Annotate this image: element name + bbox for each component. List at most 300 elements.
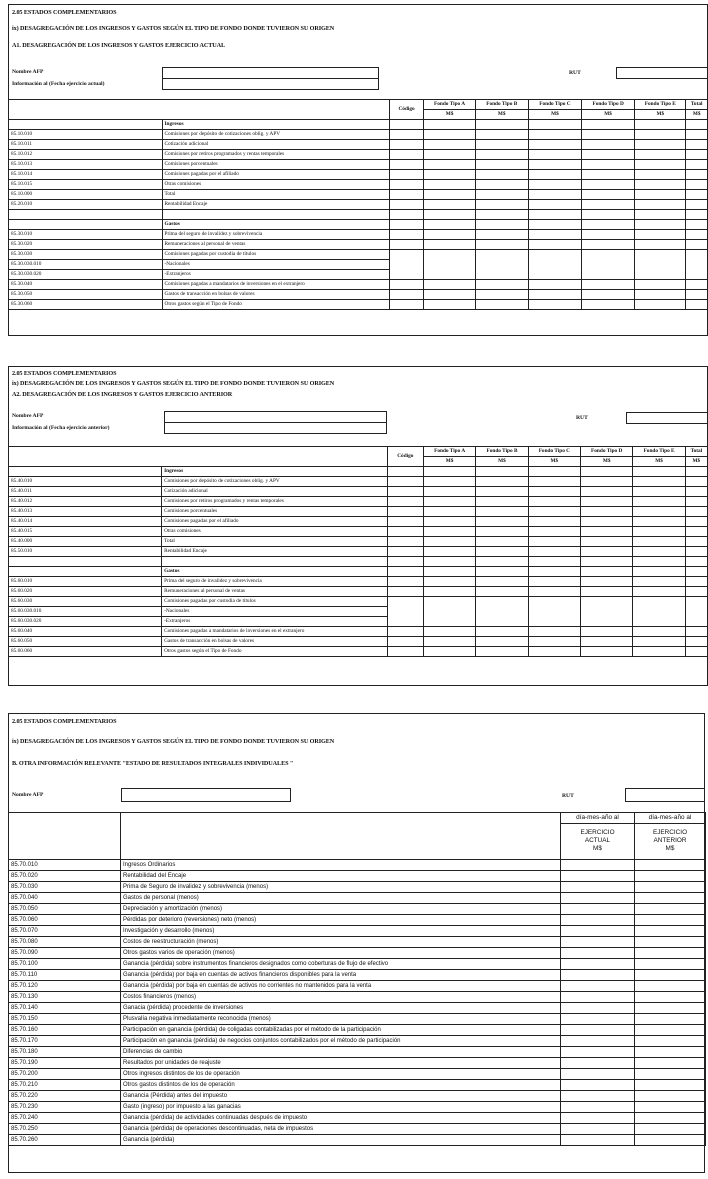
value-cell[interactable]	[528, 150, 581, 160]
value-cell[interactable]	[581, 507, 633, 517]
value-cell[interactable]	[635, 229, 686, 239]
value-cell[interactable]	[475, 180, 528, 190]
value-cell[interactable]	[686, 229, 708, 239]
row-description: Cotización adicional	[162, 487, 388, 497]
value-cell[interactable]	[387, 636, 423, 646]
value-cell[interactable]	[635, 239, 686, 249]
value-cell[interactable]	[686, 180, 708, 190]
value-cell[interactable]	[685, 626, 707, 636]
value-cell[interactable]	[528, 219, 581, 229]
value-cell[interactable]	[528, 507, 580, 517]
value-cell[interactable]	[686, 150, 708, 160]
value-cell[interactable]	[582, 130, 635, 140]
value-cell[interactable]	[476, 576, 528, 586]
value-cell[interactable]	[635, 120, 686, 130]
value-cell[interactable]	[475, 229, 528, 239]
value-cell[interactable]	[476, 487, 528, 497]
value-cell[interactable]	[528, 130, 581, 140]
value-cell[interactable]	[424, 299, 475, 309]
value-cell[interactable]	[581, 596, 633, 626]
value-cell[interactable]	[389, 279, 424, 289]
value-cell[interactable]	[633, 467, 685, 477]
value-cell[interactable]	[633, 566, 685, 576]
value-cell[interactable]	[423, 467, 475, 477]
value-cell[interactable]	[389, 130, 424, 140]
value-cell[interactable]	[582, 289, 635, 299]
value-cell[interactable]	[633, 646, 685, 656]
value-cell[interactable]	[528, 180, 581, 190]
value-cell[interactable]	[389, 190, 424, 200]
value-cell[interactable]	[685, 636, 707, 646]
value-actual[interactable]	[561, 958, 635, 969]
value-cell[interactable]	[633, 576, 685, 586]
value-cell[interactable]	[635, 180, 686, 190]
value-cell[interactable]	[387, 487, 423, 497]
value-cell[interactable]	[475, 219, 528, 229]
value-cell[interactable]	[423, 487, 475, 497]
value-cell[interactable]	[423, 477, 475, 487]
value-cell[interactable]	[635, 190, 686, 200]
value-cell[interactable]	[528, 239, 581, 249]
value-actual[interactable]	[561, 1057, 635, 1068]
value-cell[interactable]	[424, 200, 475, 210]
value-cell[interactable]	[635, 299, 686, 309]
value-cell[interactable]	[423, 517, 475, 527]
value-cell[interactable]	[476, 646, 528, 656]
value-cell[interactable]	[582, 229, 635, 239]
value-cell[interactable]	[424, 210, 475, 220]
value-cell[interactable]	[528, 517, 580, 527]
value-cell[interactable]	[476, 586, 528, 596]
value-cell[interactable]	[424, 180, 475, 190]
value-cell[interactable]	[686, 210, 708, 220]
value-cell[interactable]	[581, 586, 633, 596]
value-anterior[interactable]	[635, 925, 706, 936]
value-cell[interactable]	[686, 190, 708, 200]
value-cell[interactable]	[424, 170, 475, 180]
value-cell[interactable]	[528, 596, 580, 626]
value-cell[interactable]	[476, 596, 528, 626]
value-cell[interactable]	[528, 279, 581, 289]
value-cell[interactable]	[476, 557, 528, 567]
value-cell[interactable]	[476, 517, 528, 527]
value-cell[interactable]	[528, 537, 580, 547]
value-cell[interactable]	[528, 160, 581, 170]
value-cell[interactable]	[423, 537, 475, 547]
value-cell[interactable]	[389, 289, 424, 299]
value-cell[interactable]	[389, 239, 424, 249]
value-cell[interactable]	[633, 636, 685, 646]
value-cell[interactable]	[528, 249, 581, 279]
value-actual[interactable]	[561, 1068, 635, 1079]
value-cell[interactable]	[528, 200, 581, 210]
value-cell[interactable]	[423, 557, 475, 567]
value-cell[interactable]	[635, 219, 686, 229]
value-cell[interactable]	[424, 150, 475, 160]
value-cell[interactable]	[528, 477, 580, 487]
value-cell[interactable]	[685, 566, 707, 576]
value-cell[interactable]	[387, 467, 423, 477]
value-cell[interactable]	[633, 586, 685, 596]
value-cell[interactable]	[475, 130, 528, 140]
value-cell[interactable]	[424, 140, 475, 150]
value-cell[interactable]	[528, 299, 581, 309]
value-actual[interactable]	[561, 859, 635, 870]
value-cell[interactable]	[387, 497, 423, 507]
value-anterior[interactable]	[635, 936, 706, 947]
value-cell[interactable]	[476, 566, 528, 576]
value-cell[interactable]	[635, 140, 686, 150]
value-cell[interactable]	[528, 646, 580, 656]
value-cell[interactable]	[387, 626, 423, 636]
value-cell[interactable]	[581, 477, 633, 487]
value-cell[interactable]	[685, 517, 707, 527]
value-cell[interactable]	[528, 576, 580, 586]
value-cell[interactable]	[389, 170, 424, 180]
value-anterior[interactable]	[635, 1112, 706, 1123]
value-actual[interactable]	[561, 1090, 635, 1101]
value-cell[interactable]	[424, 120, 475, 130]
value-cell[interactable]	[423, 626, 475, 636]
value-anterior[interactable]	[635, 859, 706, 870]
value-cell[interactable]	[685, 537, 707, 547]
value-actual[interactable]	[561, 870, 635, 881]
value-cell[interactable]	[581, 487, 633, 497]
value-cell[interactable]	[476, 527, 528, 537]
value-cell[interactable]	[685, 646, 707, 656]
value-cell[interactable]	[686, 299, 708, 309]
value-cell[interactable]	[581, 517, 633, 527]
value-cell[interactable]	[424, 279, 475, 289]
value-cell[interactable]	[633, 547, 685, 557]
value-cell[interactable]	[389, 299, 424, 309]
value-cell[interactable]	[389, 120, 424, 130]
value-cell[interactable]	[389, 219, 424, 229]
value-cell[interactable]	[528, 566, 580, 576]
value-anterior[interactable]	[635, 1002, 706, 1013]
value-cell[interactable]	[635, 160, 686, 170]
value-cell[interactable]	[581, 626, 633, 636]
value-cell[interactable]	[423, 646, 475, 656]
value-anterior[interactable]	[635, 1046, 706, 1057]
value-cell[interactable]	[475, 299, 528, 309]
value-anterior[interactable]	[635, 870, 706, 881]
value-cell[interactable]	[424, 130, 475, 140]
value-cell[interactable]	[423, 497, 475, 507]
value-cell[interactable]	[423, 566, 475, 576]
value-cell[interactable]	[582, 190, 635, 200]
value-cell[interactable]	[686, 170, 708, 180]
value-cell[interactable]	[528, 229, 581, 239]
value-cell[interactable]	[476, 547, 528, 557]
value-cell[interactable]	[582, 249, 635, 279]
value-cell[interactable]	[635, 249, 686, 279]
value-anterior[interactable]	[635, 914, 706, 925]
value-anterior[interactable]	[635, 947, 706, 958]
value-cell[interactable]	[633, 477, 685, 487]
value-actual[interactable]	[561, 1002, 635, 1013]
value-anterior[interactable]	[635, 958, 706, 969]
value-cell[interactable]	[635, 200, 686, 210]
value-cell[interactable]	[387, 576, 423, 586]
value-anterior[interactable]	[635, 1079, 706, 1090]
value-cell[interactable]	[424, 190, 475, 200]
value-cell[interactable]	[633, 596, 685, 626]
value-actual[interactable]	[561, 1101, 635, 1112]
value-anterior[interactable]	[635, 903, 706, 914]
value-anterior[interactable]	[635, 1134, 706, 1145]
value-cell[interactable]	[389, 180, 424, 190]
value-actual[interactable]	[561, 980, 635, 991]
value-cell[interactable]	[685, 507, 707, 517]
value-cell[interactable]	[581, 497, 633, 507]
value-cell[interactable]	[528, 170, 581, 180]
value-cell[interactable]	[476, 636, 528, 646]
value-cell[interactable]	[581, 527, 633, 537]
value-anterior[interactable]	[635, 892, 706, 903]
value-cell[interactable]	[423, 547, 475, 557]
value-cell[interactable]	[528, 497, 580, 507]
value-cell[interactable]	[476, 626, 528, 636]
value-cell[interactable]	[635, 210, 686, 220]
value-cell[interactable]	[635, 170, 686, 180]
value-actual[interactable]	[561, 969, 635, 980]
value-cell[interactable]	[475, 249, 528, 279]
value-actual[interactable]	[561, 1035, 635, 1046]
value-actual[interactable]	[561, 903, 635, 914]
value-cell[interactable]	[581, 636, 633, 646]
value-cell[interactable]	[475, 289, 528, 299]
value-cell[interactable]	[476, 497, 528, 507]
value-cell[interactable]	[475, 279, 528, 289]
value-cell[interactable]	[387, 586, 423, 596]
rut-field[interactable]	[625, 788, 705, 802]
value-anterior[interactable]	[635, 881, 706, 892]
value-cell[interactable]	[685, 497, 707, 507]
value-cell[interactable]	[387, 547, 423, 557]
value-cell[interactable]	[685, 557, 707, 567]
value-cell[interactable]	[686, 289, 708, 299]
value-cell[interactable]	[581, 566, 633, 576]
value-cell[interactable]	[476, 477, 528, 487]
value-cell[interactable]	[685, 547, 707, 557]
value-actual[interactable]	[561, 991, 635, 1002]
value-cell[interactable]	[387, 596, 423, 626]
value-cell[interactable]	[424, 229, 475, 239]
value-actual[interactable]	[561, 947, 635, 958]
value-cell[interactable]	[581, 576, 633, 586]
value-cell[interactable]	[581, 547, 633, 557]
value-cell[interactable]	[582, 160, 635, 170]
value-cell[interactable]	[685, 586, 707, 596]
value-cell[interactable]	[581, 646, 633, 656]
value-cell[interactable]	[581, 467, 633, 477]
value-cell[interactable]	[528, 636, 580, 646]
fecha-field[interactable]	[162, 78, 379, 90]
table-row	[9, 1035, 706, 1046]
fecha-field[interactable]	[164, 422, 387, 434]
value-cell[interactable]	[633, 626, 685, 636]
value-anterior[interactable]	[635, 1101, 706, 1112]
value-cell[interactable]	[423, 596, 475, 626]
value-cell[interactable]	[633, 517, 685, 527]
value-actual[interactable]	[561, 925, 635, 936]
value-cell[interactable]	[528, 527, 580, 537]
value-cell[interactable]	[389, 229, 424, 239]
value-cell[interactable]	[476, 467, 528, 477]
value-cell[interactable]	[633, 557, 685, 567]
value-actual[interactable]	[561, 1112, 635, 1123]
value-cell[interactable]	[635, 130, 686, 140]
value-anterior[interactable]	[635, 1123, 706, 1134]
value-cell[interactable]	[582, 180, 635, 190]
value-cell[interactable]	[387, 517, 423, 527]
value-cell[interactable]	[582, 140, 635, 150]
value-cell[interactable]	[685, 576, 707, 586]
value-anterior[interactable]	[635, 1057, 706, 1068]
value-actual[interactable]	[561, 1046, 635, 1057]
value-cell[interactable]	[387, 537, 423, 547]
value-cell[interactable]	[475, 190, 528, 200]
value-cell[interactable]	[475, 210, 528, 220]
row-description: Comisiones pagadas por el afiliado	[162, 517, 388, 527]
rut-field[interactable]	[616, 67, 708, 79]
rut-field[interactable]	[626, 412, 708, 424]
value-cell[interactable]	[685, 527, 707, 537]
nombre-afp-field[interactable]	[121, 788, 291, 802]
value-cell[interactable]	[423, 586, 475, 596]
value-cell[interactable]	[582, 279, 635, 289]
value-cell[interactable]	[686, 239, 708, 249]
value-cell[interactable]	[476, 507, 528, 517]
value-actual[interactable]	[561, 1024, 635, 1035]
value-cell[interactable]	[475, 170, 528, 180]
value-cell[interactable]	[633, 507, 685, 517]
value-cell[interactable]	[424, 249, 475, 279]
value-cell[interactable]	[685, 487, 707, 497]
value-actual[interactable]	[561, 881, 635, 892]
value-cell[interactable]	[528, 120, 581, 130]
value-cell[interactable]	[387, 507, 423, 517]
value-cell[interactable]	[389, 249, 424, 279]
value-cell[interactable]	[387, 477, 423, 487]
value-cell[interactable]	[635, 150, 686, 160]
value-cell[interactable]	[581, 557, 633, 567]
value-cell[interactable]	[528, 626, 580, 636]
value-cell[interactable]	[633, 487, 685, 497]
value-cell[interactable]	[528, 467, 580, 477]
value-cell[interactable]	[387, 557, 423, 567]
value-cell[interactable]	[582, 219, 635, 229]
value-cell[interactable]	[475, 140, 528, 150]
value-cell[interactable]	[424, 160, 475, 170]
value-cell[interactable]	[633, 537, 685, 547]
value-cell[interactable]	[685, 477, 707, 487]
value-cell[interactable]	[387, 646, 423, 656]
value-cell[interactable]	[686, 160, 708, 170]
value-cell[interactable]	[389, 140, 424, 150]
value-actual[interactable]	[561, 1079, 635, 1090]
value-cell[interactable]	[582, 200, 635, 210]
value-cell[interactable]	[686, 200, 708, 210]
value-cell[interactable]	[528, 586, 580, 596]
value-anterior[interactable]	[635, 1013, 706, 1024]
value-cell[interactable]	[424, 219, 475, 229]
value-anterior[interactable]	[635, 1035, 706, 1046]
value-cell[interactable]	[686, 140, 708, 150]
value-cell[interactable]	[528, 547, 580, 557]
value-cell[interactable]	[423, 527, 475, 537]
value-cell[interactable]	[476, 537, 528, 547]
value-anterior[interactable]	[635, 969, 706, 980]
table-row	[9, 1079, 706, 1090]
value-cell[interactable]	[389, 210, 424, 220]
value-cell[interactable]	[635, 289, 686, 299]
value-cell[interactable]	[582, 150, 635, 160]
value-actual[interactable]	[561, 936, 635, 947]
value-cell[interactable]	[389, 200, 424, 210]
value-cell[interactable]	[633, 527, 685, 537]
value-anterior[interactable]	[635, 1024, 706, 1035]
value-actual[interactable]	[561, 1134, 635, 1145]
value-cell[interactable]	[685, 596, 707, 626]
value-cell[interactable]	[582, 210, 635, 220]
value-cell[interactable]	[475, 239, 528, 249]
value-cell[interactable]	[424, 289, 475, 299]
value-cell[interactable]	[633, 497, 685, 507]
value-cell[interactable]	[387, 566, 423, 576]
value-cell[interactable]	[686, 279, 708, 289]
value-cell[interactable]	[475, 200, 528, 210]
value-cell[interactable]	[387, 527, 423, 537]
value-anterior[interactable]	[635, 1090, 706, 1101]
value-actual[interactable]	[561, 892, 635, 903]
value-cell[interactable]	[686, 120, 708, 130]
value-cell[interactable]	[423, 507, 475, 517]
value-anterior[interactable]	[635, 980, 706, 991]
value-cell[interactable]	[581, 537, 633, 547]
value-actual[interactable]	[561, 1013, 635, 1024]
value-cell[interactable]	[582, 120, 635, 130]
value-cell[interactable]	[424, 239, 475, 249]
value-cell[interactable]	[686, 249, 708, 279]
value-cell[interactable]	[475, 150, 528, 160]
value-actual[interactable]	[561, 914, 635, 925]
value-cell[interactable]	[528, 210, 581, 220]
value-cell[interactable]	[685, 467, 707, 477]
value-cell[interactable]	[475, 160, 528, 170]
value-cell[interactable]	[582, 239, 635, 249]
value-cell[interactable]	[528, 140, 581, 150]
value-cell[interactable]	[686, 219, 708, 229]
value-cell[interactable]	[389, 160, 424, 170]
value-cell[interactable]	[475, 120, 528, 130]
value-cell[interactable]	[528, 289, 581, 299]
value-cell[interactable]	[423, 576, 475, 586]
value-anterior[interactable]	[635, 991, 706, 1002]
value-actual[interactable]	[561, 1123, 635, 1134]
value-cell[interactable]	[389, 150, 424, 160]
value-cell[interactable]	[528, 190, 581, 200]
value-cell[interactable]	[686, 130, 708, 140]
value-anterior[interactable]	[635, 1068, 706, 1079]
value-cell[interactable]	[528, 557, 580, 567]
value-cell[interactable]	[528, 487, 580, 497]
value-cell[interactable]	[582, 299, 635, 309]
value-cell[interactable]	[582, 170, 635, 180]
value-cell[interactable]	[423, 636, 475, 646]
value-cell[interactable]	[635, 279, 686, 289]
